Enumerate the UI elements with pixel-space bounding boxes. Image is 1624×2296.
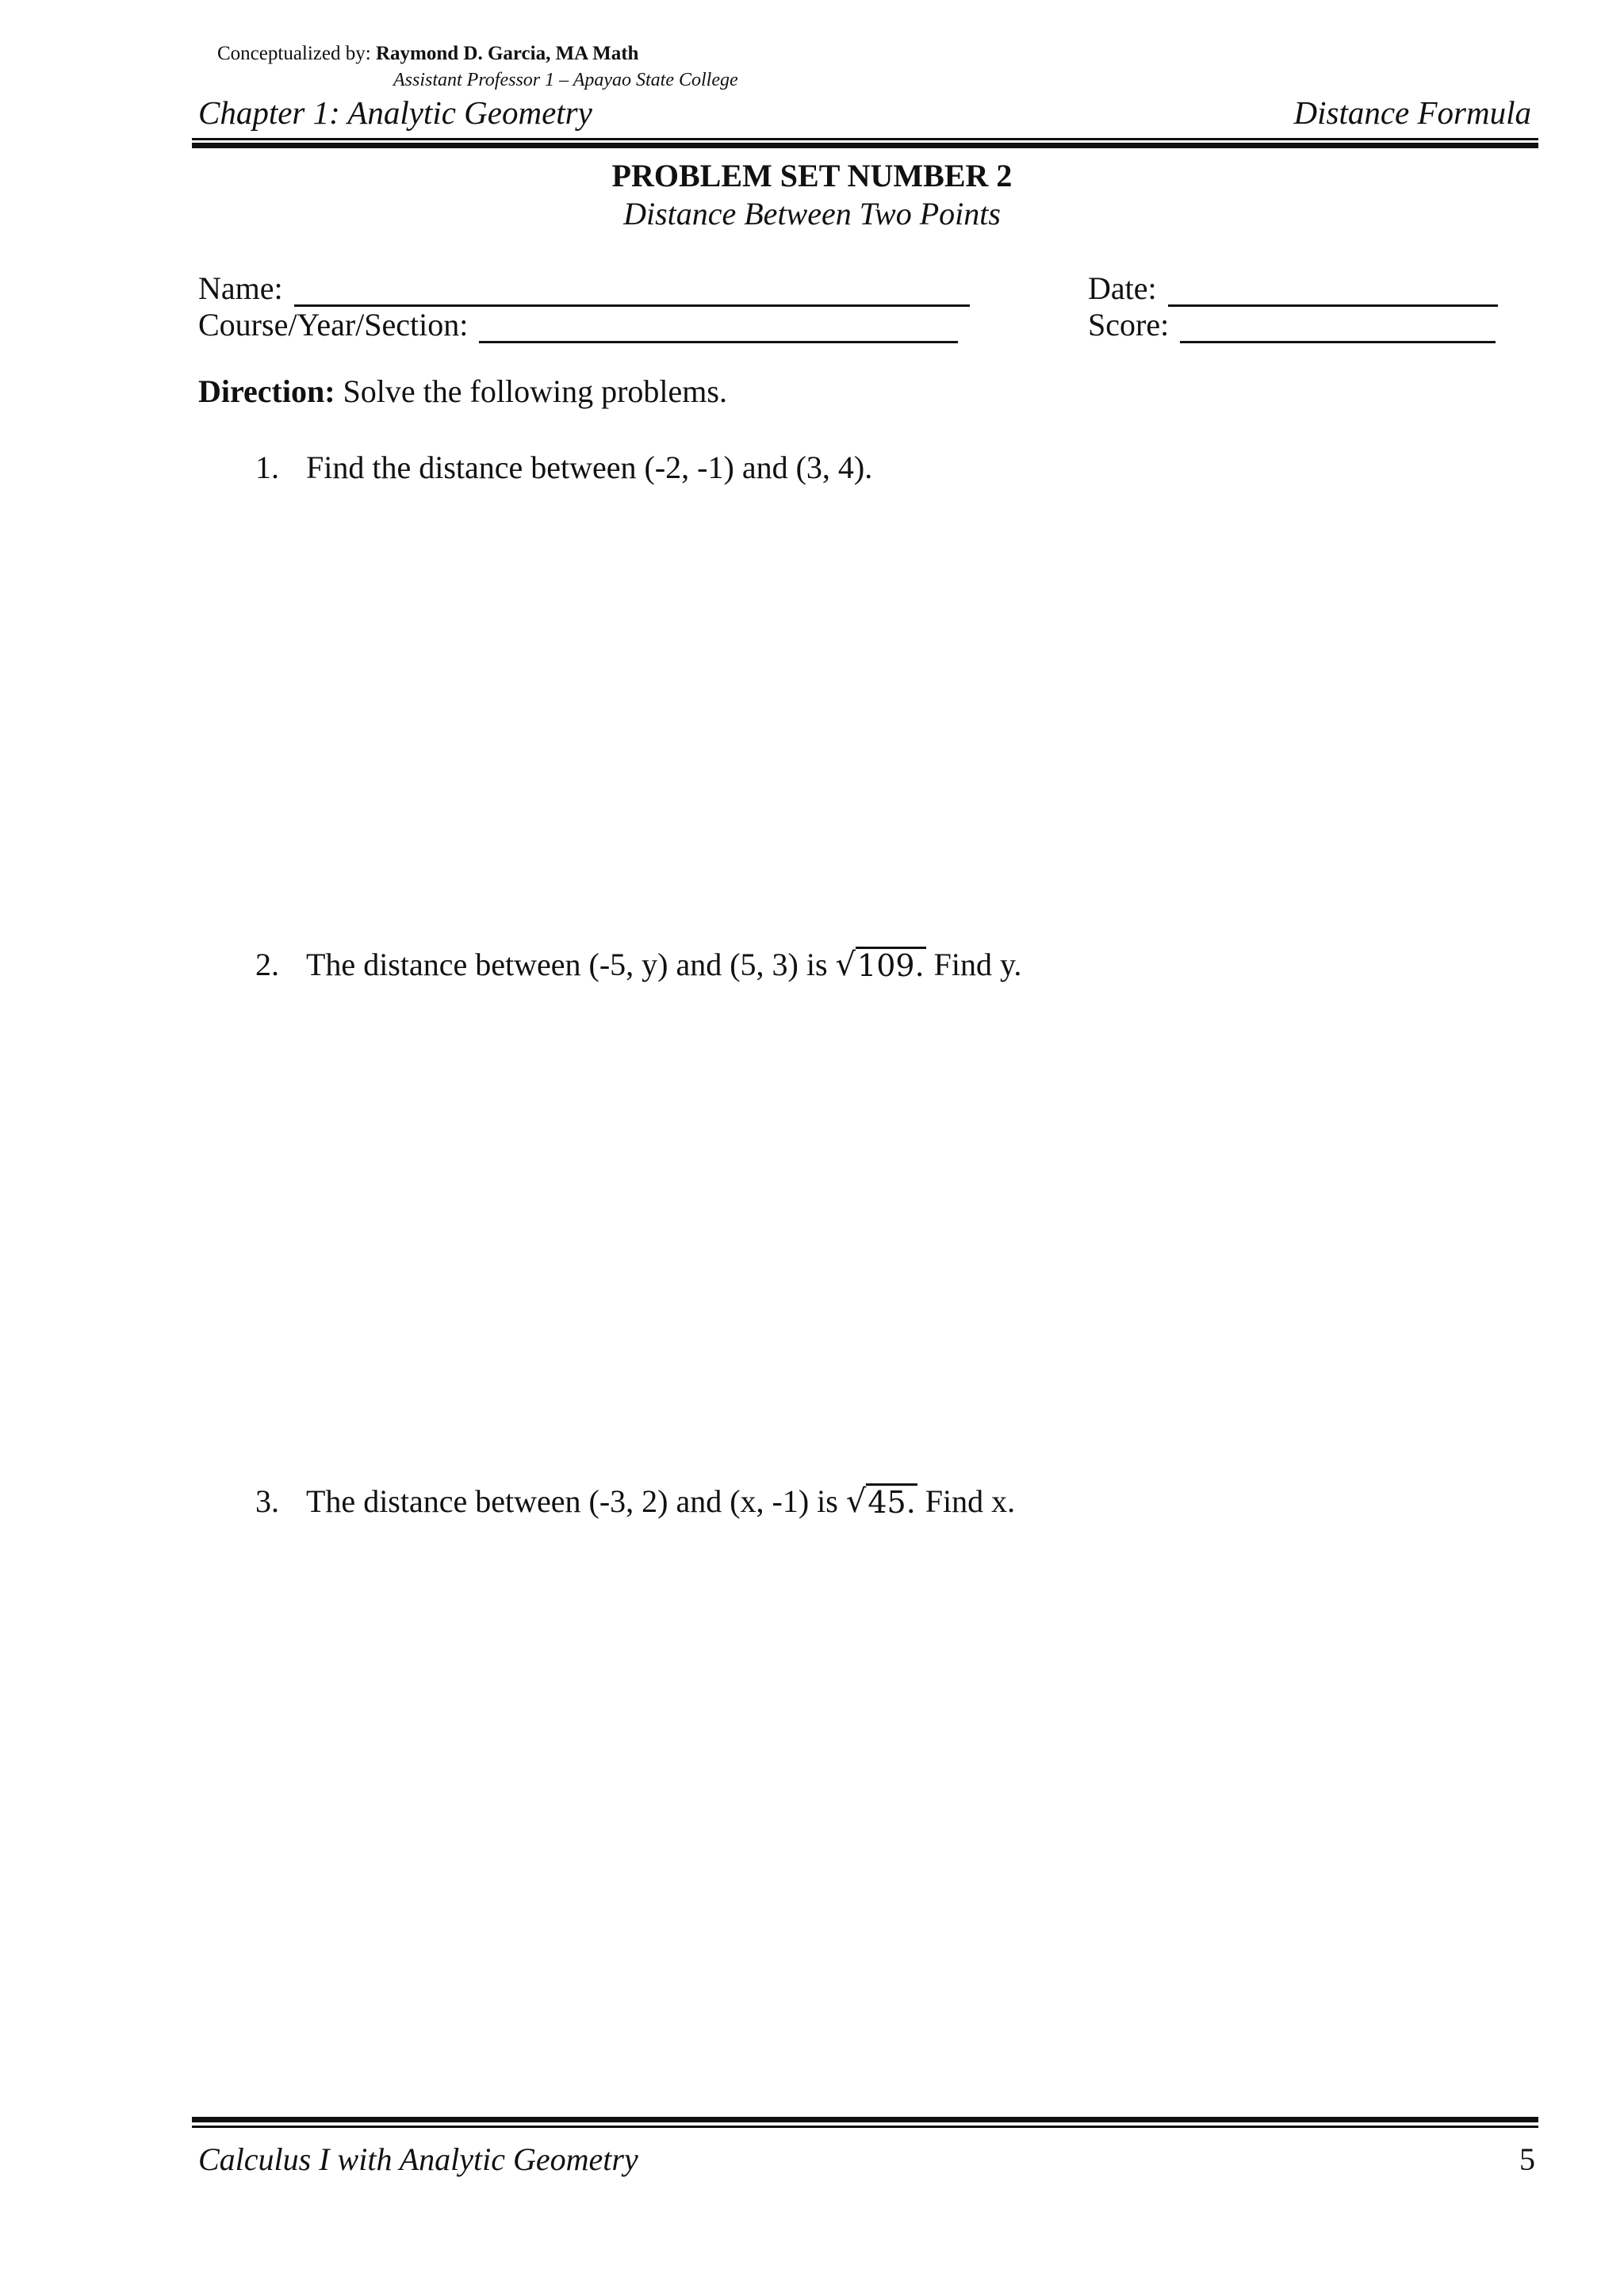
course-label: Course/Year/Section: — [198, 307, 469, 342]
problem-text: The distance between (-3, 2) and (x, -1) is — [306, 1483, 838, 1519]
direction-text: Solve the following problems. — [343, 373, 727, 409]
author-title: Assistant Professor 1 – Apayao State College — [393, 70, 738, 90]
problem-question: Find y. — [933, 947, 1022, 982]
header-rule-thin — [192, 138, 1538, 140]
score-label: Score: — [1088, 307, 1170, 342]
header-rule-thick — [192, 143, 1538, 148]
radicand: 45. — [868, 1485, 916, 1520]
direction-label: Direction: — [198, 373, 335, 409]
problem-3 — [255, 1483, 1015, 1520]
date-label: Date: — [1088, 270, 1157, 306]
problem-text: The distance between (-5, y) and (5, 3) is — [306, 947, 828, 982]
topic-header: Distance Formula — [1293, 94, 1531, 131]
score-blank[interactable] — [1180, 314, 1496, 343]
chapter-header: Chapter 1: Analytic Geometry — [198, 94, 592, 131]
square-root — [836, 947, 926, 983]
problem-1 — [255, 449, 872, 486]
date-blank[interactable] — [1168, 277, 1498, 307]
page-number: 5 — [1519, 2141, 1535, 2177]
square-root — [846, 1483, 917, 1520]
problem-question: Find x. — [925, 1483, 1016, 1519]
problem-2 — [255, 946, 1021, 983]
problem-set-title: PROBLEM SET NUMBER 2 — [611, 158, 1013, 193]
name-blank[interactable] — [294, 277, 970, 307]
author-name: Raymond D. Garcia, MA Math — [375, 43, 639, 64]
conceptualized-label: Conceptualized by: — [217, 43, 371, 64]
author-credit — [217, 43, 638, 65]
radical-sign-icon: √ — [835, 947, 856, 983]
problem-set-subtitle: Distance Between Two Points — [623, 196, 1001, 232]
course-blank[interactable] — [479, 314, 958, 343]
footer-rule-thin — [192, 2126, 1538, 2128]
radicand: 109. — [857, 948, 925, 983]
score-field — [1088, 306, 1496, 343]
problem-number: 3. — [255, 1483, 279, 1519]
name-field — [198, 270, 970, 307]
date-field — [1088, 270, 1498, 307]
problem-number: 2. — [255, 947, 279, 982]
name-label: Name: — [198, 270, 283, 306]
problem-number: 1. — [255, 450, 279, 485]
problem-text: Find the distance between (-2, -1) and (3, 4). — [306, 450, 873, 485]
radical-sign-icon: √ — [845, 1483, 867, 1520]
course-field — [198, 306, 958, 343]
direction — [198, 373, 727, 410]
footer-rule-thick — [192, 2117, 1538, 2122]
footer-title: Calculus I with Analytic Geometry — [198, 2141, 638, 2177]
